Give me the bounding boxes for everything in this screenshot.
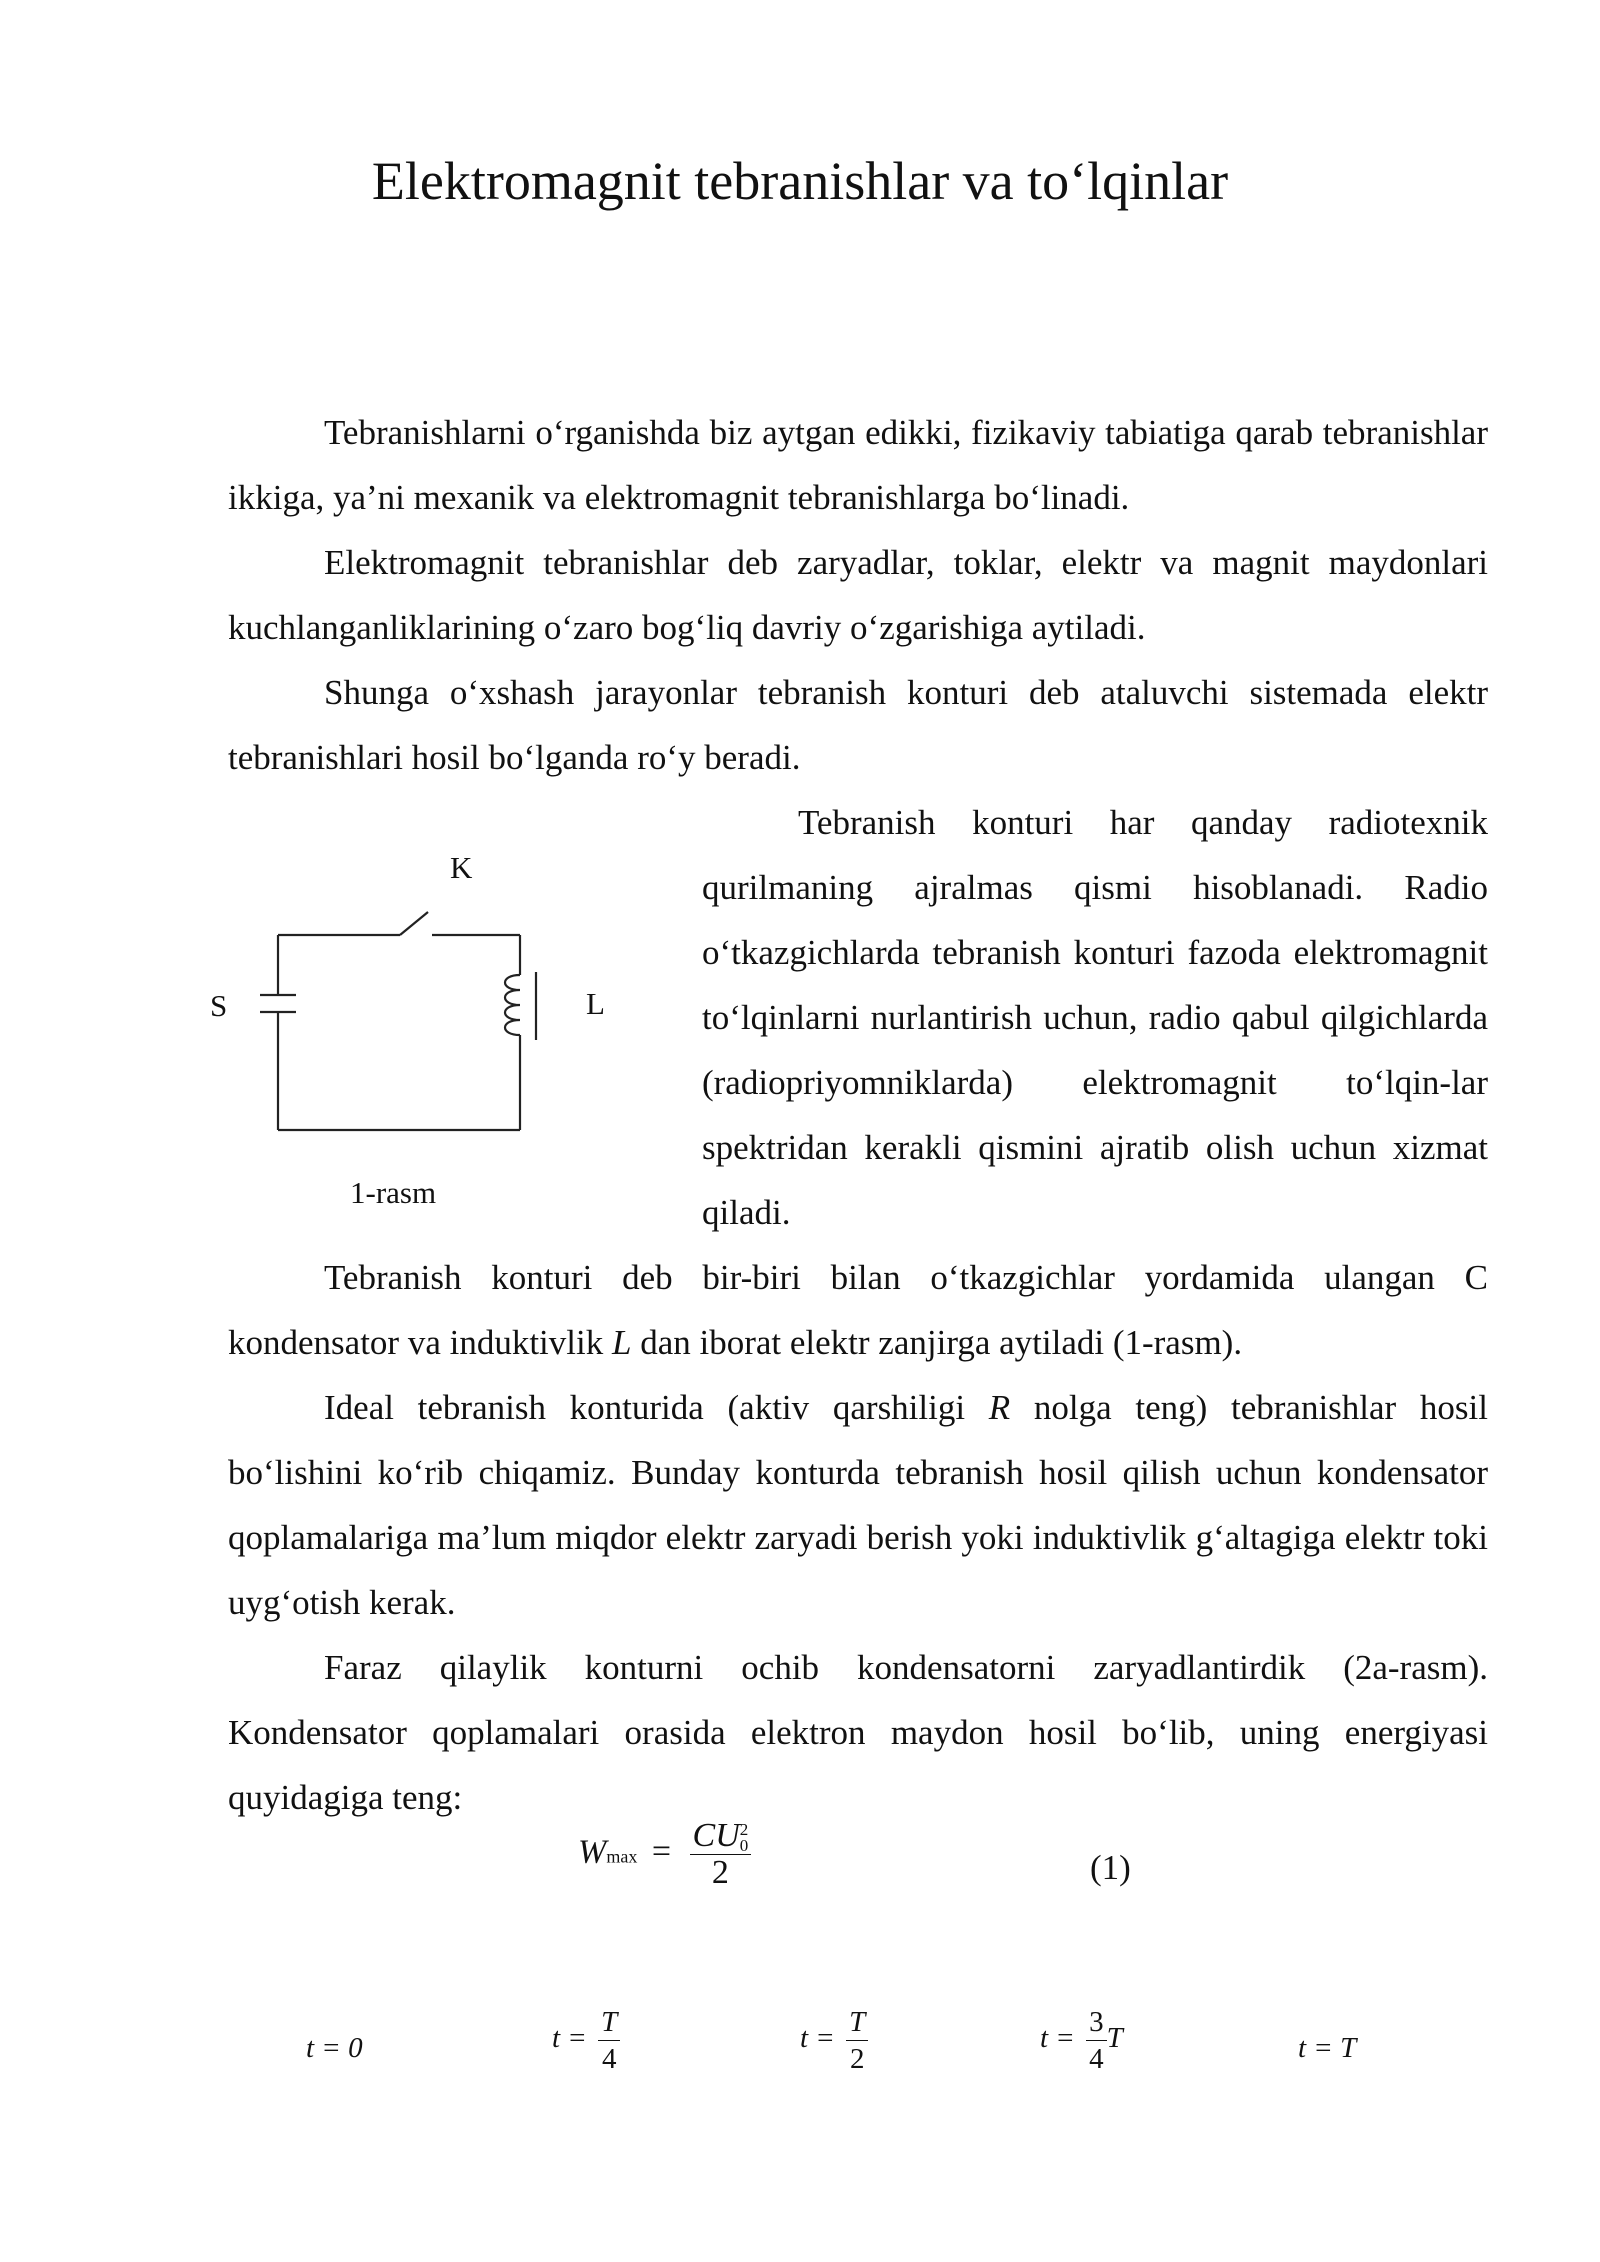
paragraph-7: Faraz qilaylik konturni ochib kondensatorni zaryadlantirdik (2a-rasm). Kondensator qoplamalari orasida elektron maydon hosil bo‘lib, uning energiyasi quyidagiga teng: [228,1648,1488,1817]
time-label-0: t = 0 [306,2032,363,2064]
page-title: Elektromagnit tebranishlar va to‘lqinlar [371,151,1229,211]
time-label-quarter: t = $\frac{T}{4}$ [552,2004,620,2077]
lc-circuit-diagram [200,850,660,1230]
time-label-T: t = T [1298,2032,1357,2064]
inductor-coil [505,975,520,1035]
figure-caption: 1-rasm [350,1175,437,1210]
capacitor-label: S [210,988,228,1023]
paragraph-2: Elektromagnit tebranishlar deb zaryadlar, toklar, elektr va magnit maydonlari kuchlanganliklarining o‘zaro bog‘liq davriy o‘zgarishiga aytiladi. [228,543,1488,647]
switch-label: K [450,850,473,885]
paragraph-3: Shunga o‘xshash jarayonlar tebranish konturi deb ataluvchi sistemada elektr tebranishlari hosil bo‘lganda ro‘y beradi. [228,673,1488,777]
inductor-label: L [586,986,605,1021]
time-label-three-quarter: t = $\frac{3}{4}$ T [1040,2006,1123,2075]
energy-formula: Wmax = CU 2 0 2 [578,1818,751,1891]
time-label-half: t = $\frac{T}{2}$ [800,2004,868,2077]
circuit-figure [200,850,660,1235]
equation-number: (1) [1090,1848,1131,1887]
paragraph-6: Ideal tebranish konturida (aktiv qarshiligi R nolga teng) tebranishlar hosil bo‘lishini ko‘rib chiqamiz. Bunday konturda tebranish hosil qilish uchun kondensator qoplamalariga ma’lum miqdor elektr zaryadi berish yoki induktivlik g‘altagiga elektr toki uyg‘otish kerak. [228,1388,1488,1622]
paragraph-5: Tebranish konturi deb bir-biri bilan o‘tkazgichlar yordamida ulangan C kondensator va induktivlik L dan iborat elektr zanjirga aytiladi (1-rasm). [228,1258,1488,1362]
switch-blade [400,912,428,935]
paragraph-4: Tebranish konturi har qanday radiotexnik qurilmaning ajralmas qismi hisoblanadi. Radio o‘tkazgichlarda tebranish konturi fazoda elektromagnit to‘lqinlarni nurlantirish uchun, radio qabul qilgichlarda (radiopriyomniklarda) elektromagnit to‘lqin-lar spektridan kerakli qismini ajratib olish uchun xizmat qiladi. [702,803,1488,1232]
paragraph-1: Tebranishlarni o‘rganishda biz aytgan edikki, fizikaviy tabiatiga qarab tebranishlar ikkiga, ya’ni mexanik va elektromagnit tebranishlarga bo‘linadi. [228,413,1488,517]
